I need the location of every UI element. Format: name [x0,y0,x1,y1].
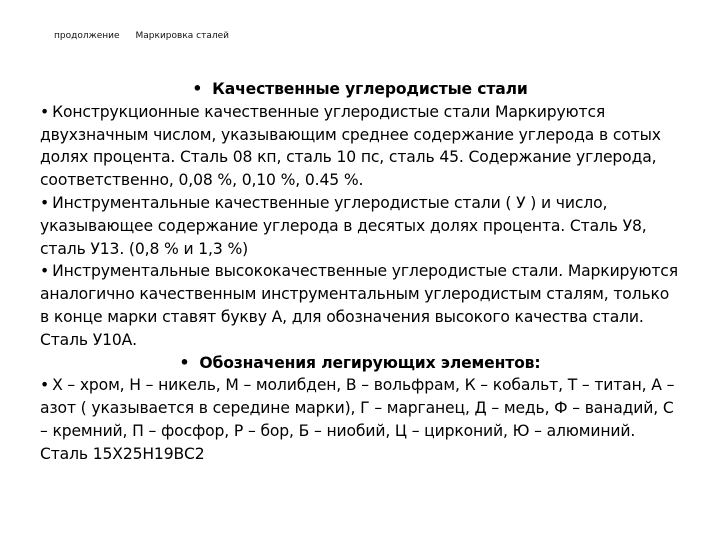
bullet-icon: • [40,102,50,121]
heading-alloying-elements [40,352,680,375]
bullet-item-element-codes [40,374,680,465]
bullet-item-high-quality-tool-steels [40,260,680,351]
bullet-item-structural-steels [40,101,680,192]
bullet-item-text: Инструментальные высококачественные углеродистые стали. Маркируются аналогично качественным инструментальным углеродистым сталям, только в конце марки ставят букву А, для обозначения высокого качества стали. Сталь У10А. [40,262,678,349]
continuation-label: продолжение [54,31,120,41]
slide-body [40,78,680,466]
slide-header [54,31,229,41]
heading-quality-carbon-steels [40,78,680,101]
bullet-item-text: Конструкционные качественные углеродистые стали Маркируются двухзначным числом, указывающим среднее содержание углерода в сотых долях процента. Сталь 08 кп, сталь 10 пс, сталь 45. Содержание углерода, соответственно, 0,08 %, 0,10 %, 0.45 %. [40,102,661,190]
heading-text: Качественные углеродистые стали [212,80,528,98]
bullet-icon: • [40,376,50,395]
bullet-icon: • [192,80,203,98]
bullet-item-text: Х – хром, Н – никель, М – молибден, В – вольфрам, К – кобальт, Т – титан, А – азот ( указывается в середине марки), Г – марганец, Д – медь, Ф – ванадий, С – кремний, П – фосфор, Р – бор, Б – ниобий, Ц – цирконий, Ю – алюминий. Сталь 15Х25Н19ВС2 [40,376,675,463]
bullet-icon: • [40,193,50,212]
heading-text: Обозначения легирующих элементов: [199,353,541,372]
topic-label: Маркировка сталей [135,31,229,41]
bullet-icon: • [179,353,190,372]
bullet-icon: • [40,262,50,281]
bullet-item-text: Инструментальные качественные углеродистые стали ( У ) и число, указывающее содержание углерода в десятых долях процента. Сталь У8, сталь У13. (0,8 % и 1,3 %) [40,193,647,258]
bullet-item-tool-steels [40,192,680,260]
